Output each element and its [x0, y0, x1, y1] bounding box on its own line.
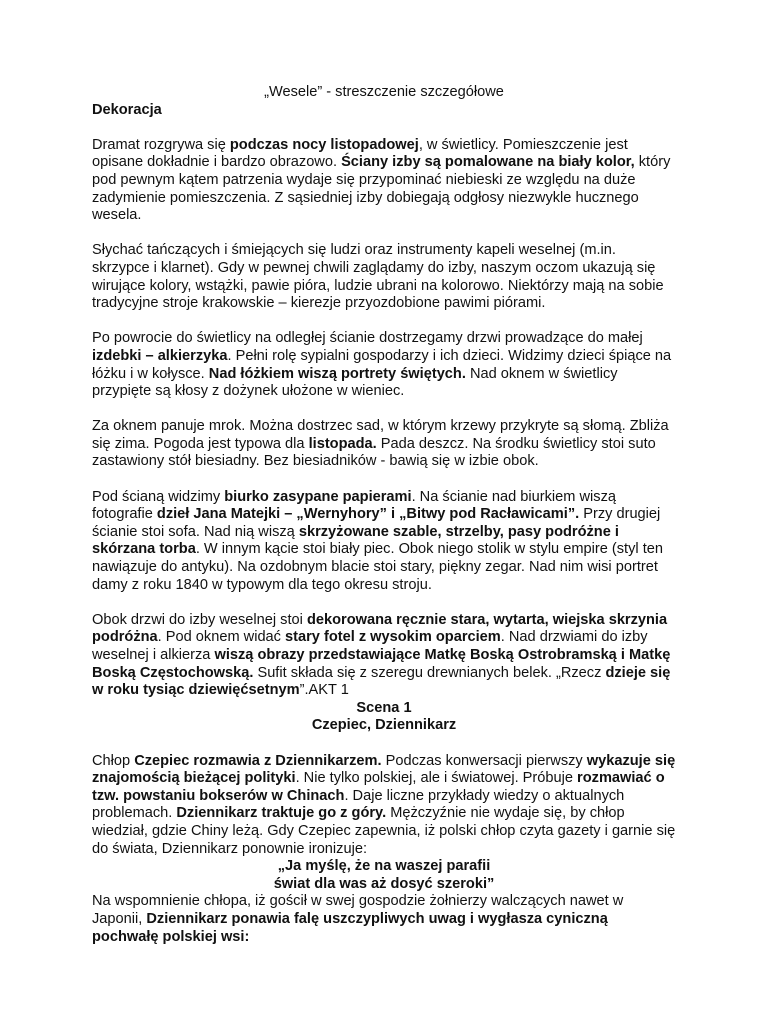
paragraph	[92, 242, 676, 312]
text-run: Słychać tańczących i śmiejących się ludzi oraz instrumenty kapeli weselnej (m.in. skrzypce i klarnet). Gdy w pewnej chwili zaglądamy do izby, naszym oczom ukazują się wirujące kolory, wstążki, pawie pióra, ludzie ubrani na kolorowo. Niektórzy mają na sobie tradycyjne stroje krakowskie – kierezje przyozdobione pawimi piórami.	[92, 242, 664, 312]
paragraph	[92, 418, 676, 471]
text-run: Za oknem panuje mrok. Można dostrzec sad, w którym krzewy przykryte są słomą. Zbliża się zima. Pogoda jest typowa dla	[92, 418, 669, 452]
text-run: . Nad drzwiami do izby weselnej i alkierza	[92, 629, 648, 663]
text-run: Pod ścianą widzimy	[92, 488, 225, 505]
quote-line: „Ja myślę, że na waszej parafii	[277, 858, 491, 875]
text-run: Przy drugiej ścianie stoi sofa. Nad nią wiszą	[92, 506, 661, 540]
text-run: Nad oknem w świetlicy przypięte są kłosy z dożynek ułożone w wieniec.	[92, 365, 618, 400]
paragraph	[92, 489, 676, 595]
scene-paragraph	[92, 753, 676, 859]
bold-text-run: biurko zasypane papierami	[224, 488, 412, 505]
text-run: Mężczyźnie nie wydaje się, by chłop wiedział, gdzie Chiny leżą. Gdy Czepiec zapewnia, iż polski chłop czyta gazety i garnie się do świata, Dziennikarz ponownie ironizuje:	[92, 805, 676, 857]
paragraphs	[92, 137, 676, 700]
bold-text-run: dzieje się w roku tysiąc dziewięćsetnym	[92, 664, 671, 699]
text-run: . Na ścianie nad biurkiem wiszą fotografie	[92, 488, 616, 523]
document-title: „Wesele” - streszczenie szczegółowe	[264, 84, 504, 100]
scene-subheading: Czepiec, Dziennikarz	[311, 717, 457, 734]
text-run: który pod pewnym kątem patrzenia wydaje się przypominać niebieski ze względu na duże zadymienie pomieszczenia. Z sąsiedniej izby dobiegają odgłosy niezwykle hucznego wesela.	[92, 154, 671, 224]
bold-text-run: rozmawiać o tzw. powstaniu bokserów w Chinach	[92, 770, 665, 804]
section-heading: Dekoracja	[92, 101, 162, 118]
scene-heading: Scena 1	[356, 699, 412, 716]
bold-text-run: listopada.	[308, 435, 377, 452]
text-run: Dramat rozgrywa się	[92, 136, 230, 153]
bold-text-run: Dziennikarz ponawia falę uszczypliwych uwag i wygłasza cyniczną pochwałę polskiej wsi:	[92, 910, 608, 945]
text-run: Pada deszcz. Na środku świetlicy stoi suto zastawiony stół biesiadny. Bez biesiadników - bawią się w izbie obok.	[92, 435, 656, 470]
bold-text-run: Dziennikarz traktuje go z góry.	[176, 805, 387, 822]
bold-text-run: Nad łóżkiem wiszą portrety świętych.	[208, 365, 466, 382]
final-paragraph	[92, 893, 676, 946]
text-run: Chłop	[92, 752, 135, 769]
bold-text-run: izdebki – alkierzyka	[92, 347, 228, 364]
text-run: . W innym kącie stoi biały piec. Obok niego stolik w stylu empire (styl ten nawiązuje do antyku). Na ozdobnym blacie stoi stary, piękny zegar. Nad nim wisi portret damy z roku 1840 w typowym dla tego okresu stroju.	[92, 541, 663, 593]
text-run: . Nie tylko polskiej, ale i światowej. Próbuje	[295, 770, 578, 787]
paragraph	[92, 330, 676, 400]
text-run: . Pod oknem widać	[157, 629, 286, 646]
bold-text-run: dekorowana ręcznie stara, wytarta, wiejska skrzynia podróżna	[92, 611, 668, 646]
bold-text-run: Ściany izby są pomalowane na biały kolor,	[341, 154, 635, 171]
bold-text-run: Czepiec rozmawia z Dziennikarzem.	[134, 752, 382, 769]
bold-text-run: skrzyżowane szable, strzelby, pasy podróżne i skórzana torba	[92, 523, 619, 558]
bold-text-run: podczas nocy listopadowej	[229, 136, 419, 153]
bold-text-run: wiszą obrazy przedstawiające Matkę Boską Ostrobramską i Matkę Boską Częstochowską.	[92, 647, 671, 681]
text-run: Sufit składa się z szeregu drewnianych belek. „Rzecz	[253, 664, 606, 681]
bold-text-run: stary fotel z wysokim oparciem	[285, 629, 501, 646]
text-run: Na wspomnienie chłopa, iż gościł w swej gospodzie żołnierzy walczących nawet w Japonii,	[92, 893, 624, 927]
bold-text-run: wykazuje się znajomością bieżącej polityki	[92, 752, 676, 787]
quote-line: świat dla was aż dosyć szeroki”	[273, 875, 495, 892]
text-run: . Pełni rolę sypialni gospodarzy i ich dzieci. Widzimy dzieci śpiące na łóżku i w kołysce.	[92, 347, 672, 382]
text-run: ”.AKT 1	[299, 682, 349, 699]
bold-text-run: dzieł Jana Matejki – „Wernyhory” i „Bitwy pod Racławicami”.	[156, 506, 580, 523]
text-run: , w świetlicy. Pomieszczenie jest opisane dokładnie i bardzo obrazowo.	[92, 136, 628, 171]
text-run: Podczas konwersacji pierwszy	[381, 752, 587, 769]
paragraph	[92, 612, 676, 700]
text-run: Po powrocie do świetlicy na odległej ścianie dostrzegamy drzwi prowadzące do małej	[92, 330, 643, 347]
text-run: Obok drzwi do izby weselnej stoi	[92, 611, 307, 628]
text-run: . Daje liczne przykłady wiedzy o aktualnych problemach.	[92, 787, 625, 822]
paragraph	[92, 137, 676, 225]
